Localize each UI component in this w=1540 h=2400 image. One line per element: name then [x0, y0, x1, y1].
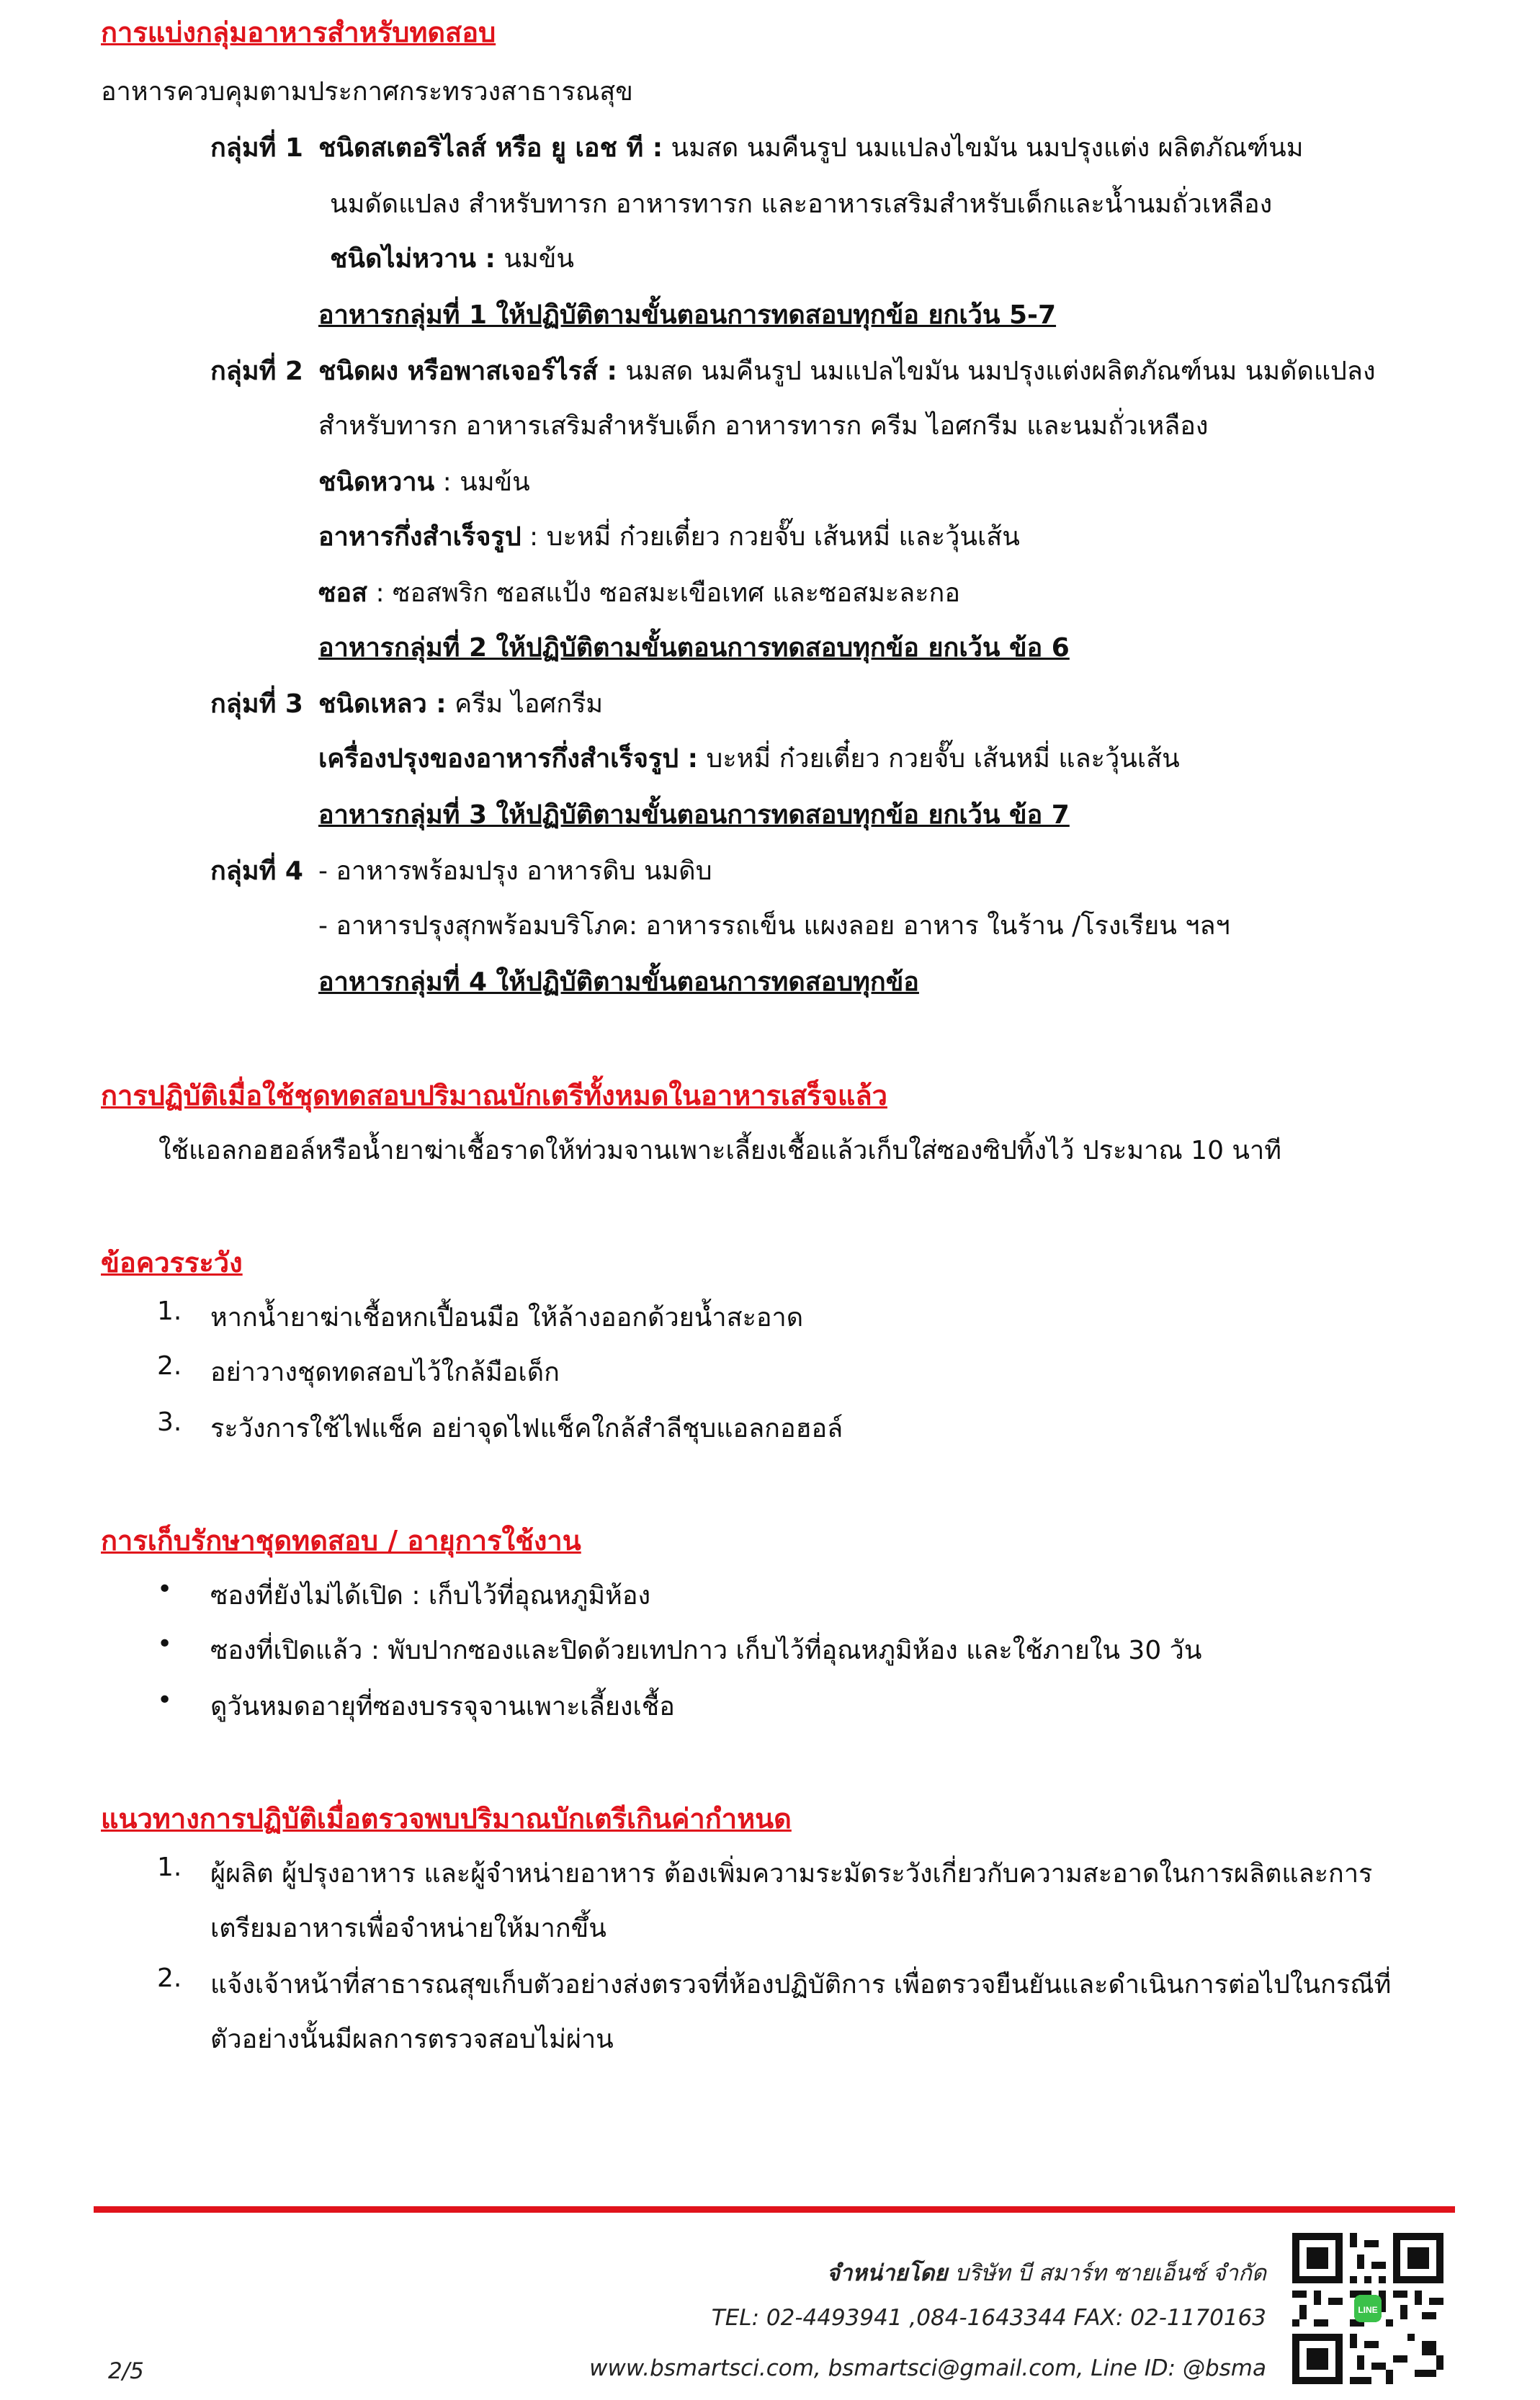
group1-sub-text: นมข้น	[495, 244, 574, 274]
storage-text-3: ดูวันหมดอายุที่ซองบรรจุจานเพาะเลี้ยงเชื้อ	[210, 1692, 675, 1721]
group3-label: กลุ่มที่ 3	[210, 689, 303, 719]
guidance-text-1a: ผู้ผลิต ผู้ปรุงอาหาร และผู้จำหน่ายอาหาร ต้องเพิ่มความระมัดระวังเกี่ยวกับความสะอาดในการผลิตและการ	[210, 1859, 1373, 1889]
group2-sauce-label: ซอส	[318, 578, 368, 608]
storage-bullet-3: •	[157, 1685, 173, 1715]
guidance-text-1b: เตรียมอาหารเพื่อจำหน่ายให้มากขึ้น	[210, 1914, 606, 1943]
group3-seasoning	[318, 738, 1180, 779]
group3-seasoning-text: บะหมี่ ก๋วยเตี๋ยว กวยจั๊บ เส้นหมี่ และวุ้นเส้น	[698, 744, 1180, 774]
group4-line1: - อาหารพร้อมปรุง อาหารดิบ นมดิบ	[318, 856, 712, 886]
caution-num-1: 1.	[157, 1297, 182, 1326]
group2-label: กลุ่มที่ 2	[210, 357, 303, 386]
caution-text-2: อย่าวางชุดทดสอบไว้ใกล้มือเด็ก	[210, 1358, 560, 1387]
qr-code-icon	[1292, 2233, 1443, 2384]
guidance-num-1: 1.	[157, 1853, 182, 1882]
group3-type: ชนิดเหลว :	[318, 689, 447, 719]
page-number: 2/5	[108, 2358, 144, 2384]
group4-line2: - อาหารปรุงสุกพร้อมบริโภค: อาหารรถเข็น แผงลอย อาหาร ในร้าน /โรงเรียน ฯลฯ	[318, 911, 1230, 941]
group2-sweet-label: ชนิดหวาน	[318, 467, 435, 497]
group2-sauce	[318, 572, 960, 613]
after-use-text: ใช้แอลกอฮอล์หรือน้ำยาฆ่าเชื้อราดให้ท่วมจานเพาะเลี้ยงเชื้อแล้วเก็บใส่ซองซิปทิ้งไว้ ประมาณ 10 นาที	[158, 1136, 1281, 1165]
section-heading-storage: การเก็บรักษาชุดทดสอบ / อายุการใช้งาน	[101, 1525, 581, 1557]
group1-type: ชนิดสเตอริไลส์ หรือ ยู เอช ที :	[318, 133, 663, 163]
footer-web: www.bsmartsci.com, bsmartsci@gmail.com, Line ID: @bsma	[589, 2355, 1266, 2381]
group2-sauce-text: : ซอสพริก ซอสแป้ง ซอสมะเขือเทศ และซอสมะละกอ	[367, 578, 960, 608]
group1-sub	[330, 238, 574, 279]
group2-instant	[318, 516, 1020, 557]
group1-line2: นมดัดแปลง สำหรับทารก อาหารทารก และอาหารเสริมสำหรับเด็กและน้ำนมถั่วเหลือง	[330, 189, 1273, 219]
caution-num-2: 2.	[157, 1351, 182, 1381]
group2-line2: สำหรับทารก อาหารเสริมสำหรับเด็ก อาหารทารก ครีม ไอศกรีม และนมถั่วเหลือง	[318, 411, 1209, 441]
group1-sub-label: ชนิดไม่หวาน :	[330, 244, 496, 274]
guidance-text-2b: ตัวอย่างนั้นมีผลการตรวจสอบไม่ผ่าน	[210, 2025, 614, 2054]
group3-line1	[318, 683, 603, 724]
group2-instant-text: : บะหมี่ ก๋วยเตี๋ยว กวยจั๊บ เส้นหมี่ และวุ้นเส้น	[521, 522, 1020, 552]
caution-num-3: 3.	[157, 1407, 182, 1437]
group1-rule: อาหารกลุ่มที่ 1 ให้ปฏิบัติตามขั้นตอนการทดสอบทุกข้อ ยกเว้น 5-7	[318, 300, 1057, 330]
group3-seasoning-label: เครื่องปรุงของอาหารกึ่งสำเร็จรูป :	[318, 744, 699, 774]
guidance-text-2a: แจ้งเจ้าหน้าที่สาธารณสุขเก็บตัวอย่างส่งตรวจที่ห้องปฏิบัติการ เพื่อตรวจยืนยันและดำเนินการต่อไปในกรณีที่	[210, 1970, 1392, 2000]
group2-type: ชนิดผง หรือพาสเจอร์ไรส์ :	[318, 357, 617, 386]
section-heading-food-groups: การแบ่งกลุ่มอาหารสำหรับทดสอบ	[101, 17, 496, 48]
footer-contact: TEL: 02-4493941 ,084-1643344 FAX: 02-1170163	[711, 2305, 1266, 2331]
intro-text: อาหารควบคุมตามประกาศกระทรวงสาธารณสุข	[101, 77, 633, 107]
section-heading-exceed-guidance: แนวทางการปฏิบัติเมื่อตรวจพบปริมาณบักเตรีเกินค่ากำหนด	[101, 1803, 792, 1835]
storage-bullet-2: •	[157, 1629, 173, 1659]
group1-label: กลุ่มที่ 1	[210, 133, 303, 163]
group3-type-text: ครีม ไอศกรีม	[446, 689, 604, 719]
storage-bullet-1: •	[157, 1575, 173, 1604]
group2-sweet	[318, 461, 530, 502]
footer-sold-by-label: จำหน่ายโดย	[826, 2260, 948, 2286]
group4-label: กลุ่มที่ 4	[210, 856, 303, 886]
storage-text-2: ซองที่เปิดแล้ว : พับปากซองและปิดด้วยเทปกาว เก็บไว้ที่อุณหภูมิห้อง และใช้ภายใน 30 วัน	[210, 1636, 1202, 1665]
section-heading-after-use: การปฏิบัติเมื่อใช้ชุดทดสอบปริมาณบักเตรีทั้งหมดในอาหารเสร็จแล้ว	[101, 1080, 887, 1111]
caution-text-3: ระวังการใช้ไฟแช็ค อย่าจุดไฟแช็คใกล้สำลีชุบแอลกอฮอล์	[210, 1414, 843, 1443]
qr-line-badge: LINE	[1358, 2305, 1378, 2315]
group1-items: นมสด นมคืนรูป นมแปลงไขมัน นมปรุงแต่ง ผลิตภัณฑ์นม	[663, 133, 1304, 163]
footer-sold-by	[827, 2255, 1266, 2291]
group2-instant-label: อาหารกึ่งสำเร็จรูป	[318, 522, 521, 552]
group2-items: นมสด นมคืนรูป นมแปลไขมัน นมปรุงแต่งผลิตภัณฑ์นม นมดัดแปลง	[617, 357, 1376, 386]
group3-rule: อาหารกลุ่มที่ 3 ให้ปฏิบัติตามขั้นตอนการทดสอบทุกข้อ ยกเว้น ข้อ 7	[318, 800, 1070, 830]
storage-text-1: ซองที่ยังไม่ได้เปิด : เก็บไว้ที่อุณหภูมิห้อง	[210, 1581, 651, 1611]
section-heading-caution: ข้อควรระวัง	[101, 1247, 243, 1279]
footer-divider	[94, 2206, 1455, 2213]
caution-text-1: หากน้ำยาฆ่าเชื้อหกเปื้อนมือ ให้ล้างออกด้วยน้ำสะอาด	[210, 1303, 804, 1333]
group4-rule: อาหารกลุ่มที่ 4 ให้ปฏิบัติตามขั้นตอนการทดสอบทุกข้อ	[318, 967, 919, 997]
group2-rule: อาหารกลุ่มที่ 2 ให้ปฏิบัติตามขั้นตอนการทดสอบทุกข้อ ยกเว้น ข้อ 6	[318, 633, 1070, 663]
guidance-num-2: 2.	[157, 1964, 182, 1993]
footer-company: บริษัท บี สมาร์ท ซายเอ็นซ์ จำกัด	[947, 2260, 1266, 2286]
group2-line1	[318, 350, 1376, 391]
group2-sweet-text: : นมข้น	[434, 467, 530, 497]
group1-line1	[318, 127, 1303, 168]
